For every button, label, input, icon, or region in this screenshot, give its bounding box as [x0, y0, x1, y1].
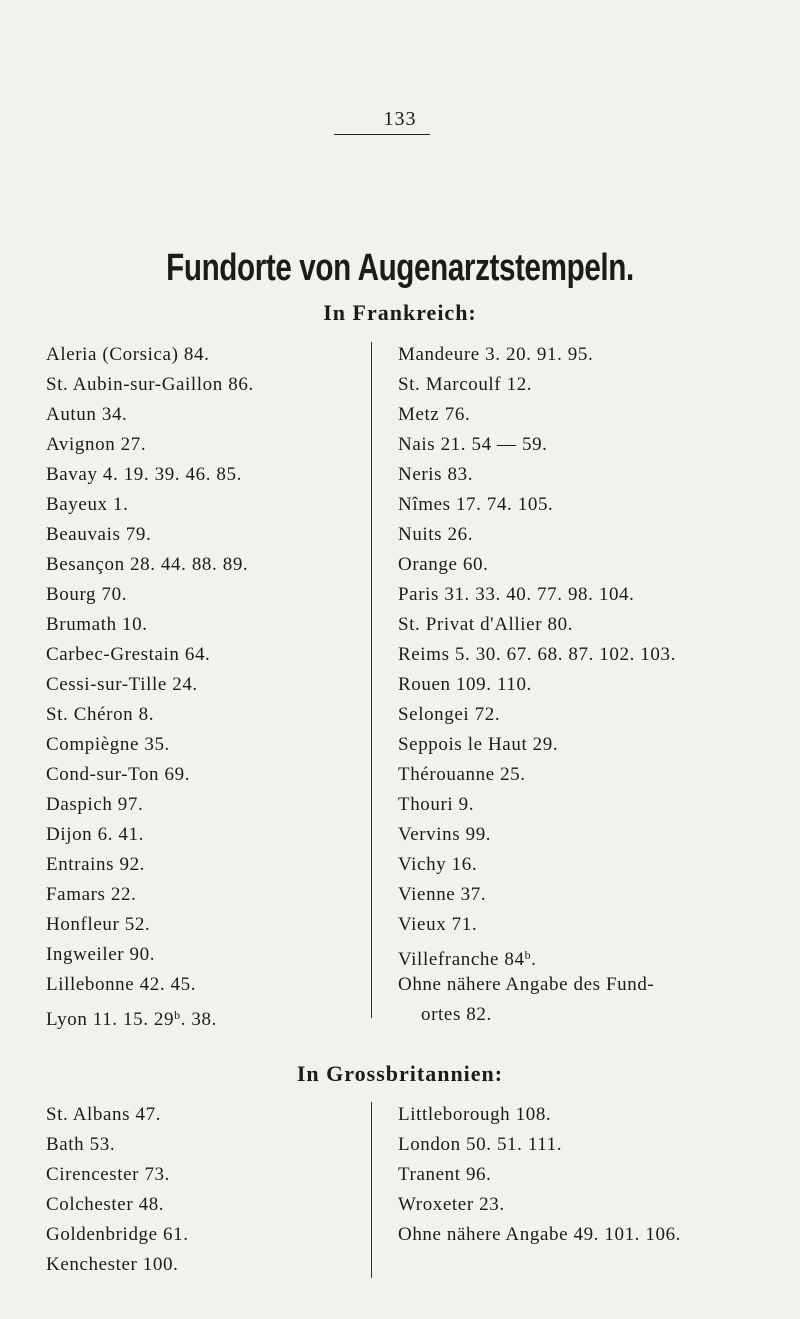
- superscript: b: [524, 948, 532, 962]
- list-item: Rouen 109. 110.: [398, 674, 532, 695]
- list-item: Vichy 16.: [398, 854, 478, 875]
- list-item: Vervins 99.: [398, 824, 492, 845]
- list-item: Neris 83.: [398, 464, 474, 485]
- page-number-underline: [334, 134, 430, 135]
- list-item: Avignon 27.: [46, 434, 147, 455]
- list-item: Famars 22.: [46, 884, 137, 905]
- list-item: Cirencester 73.: [46, 1164, 171, 1185]
- list-item: Thouri 9.: [398, 794, 475, 815]
- list-item-text: Lyon 11. 15. 29: [46, 1009, 175, 1030]
- list-item: Reims 5. 30. 67. 68. 87. 102. 103.: [398, 644, 676, 665]
- france-right-column: [398, 340, 676, 1030]
- list-item: Cessi-sur-Tille 24.: [46, 674, 198, 695]
- list-item: Vienne 37.: [398, 884, 487, 905]
- list-item: Wroxeter 23.: [398, 1194, 505, 1215]
- list-item: Orange 60.: [398, 554, 489, 575]
- list-item: Bavay 4. 19. 39. 46. 85.: [46, 464, 242, 485]
- list-item: Bayeux 1.: [46, 494, 129, 515]
- list-item: Compiègne 35.: [46, 734, 170, 755]
- list-item: Kenchester 100.: [46, 1254, 179, 1275]
- list-item-text: .: [531, 949, 537, 970]
- list-item: Nuits 26.: [398, 524, 474, 545]
- list-item: St. Privat d'Allier 80.: [398, 614, 574, 635]
- britain-left-column: [46, 1100, 189, 1280]
- list-item: London 50. 51. 111.: [398, 1134, 563, 1155]
- list-item: St. Aubin-sur-Gaillon 86.: [46, 374, 254, 395]
- list-item: Beauvais 79.: [46, 524, 152, 545]
- list-item: Cond-sur-Ton 69.: [46, 764, 191, 785]
- list-item: St. Albans 47.: [46, 1104, 162, 1125]
- list-item: Colchester 48.: [46, 1194, 165, 1215]
- list-item: Tranent 96.: [398, 1164, 492, 1185]
- list-item: [398, 940, 676, 970]
- column-divider: [371, 342, 372, 1018]
- list-item: St. Marcoulf 12.: [398, 374, 533, 395]
- list-item: ortes 82.: [421, 1004, 492, 1025]
- section-heading-great-britain: In Grossbritannien:: [296, 1061, 504, 1086]
- list-item: Ohne nähere Angabe des Fund-: [398, 974, 655, 995]
- list-item: Aleria (Corsica) 84.: [46, 344, 210, 365]
- list-item: Thérouanne 25.: [398, 764, 526, 785]
- france-left-column: [46, 340, 254, 1030]
- list-item: Dijon 6. 41.: [46, 824, 144, 845]
- section-heading-france: In Frankreich:: [323, 300, 477, 325]
- list-item: Nîmes 17. 74. 105.: [398, 494, 554, 515]
- list-item: Metz 76.: [398, 404, 471, 425]
- list-item: Entrains 92.: [46, 854, 146, 875]
- list-item: Carbec-Grestain 64.: [46, 644, 211, 665]
- list-item: Brumath 10.: [46, 614, 148, 635]
- page-number: 133: [383, 108, 417, 130]
- list-item: Besançon 28. 44. 88. 89.: [46, 554, 249, 575]
- list-item-text: Villefranche 84: [398, 949, 525, 970]
- list-item: Ohne nähere Angabe 49. 101. 106.: [398, 1224, 682, 1245]
- britain-right-column: [398, 1100, 681, 1250]
- list-item: Nais 21. 54 — 59.: [398, 434, 548, 455]
- list-item: Goldenbridge 61.: [46, 1224, 189, 1245]
- list-item-text: . 38.: [180, 1009, 217, 1030]
- list-item: Mandeure 3. 20. 91. 95.: [398, 344, 594, 365]
- list-item: Lillebonne 42. 45.: [46, 974, 197, 995]
- list-item: St. Chéron 8.: [46, 704, 155, 725]
- list-item: Ingweiler 90.: [46, 944, 156, 965]
- list-item: Vieux 71.: [398, 914, 478, 935]
- list-item: [46, 1000, 254, 1030]
- list-item: Daspich 97.: [46, 794, 144, 815]
- list-item: Paris 31. 33. 40. 77. 98. 104.: [398, 584, 635, 605]
- list-item: Autun 34.: [46, 404, 128, 425]
- list-item: Littleborough 108.: [398, 1104, 552, 1125]
- list-item: Bath 53.: [46, 1134, 116, 1155]
- page-title: Fundorte von Augenarztstempeln.: [166, 247, 634, 289]
- column-divider: [371, 1102, 372, 1278]
- list-item: Honfleur 52.: [46, 914, 151, 935]
- list-item: Selongei 72.: [398, 704, 501, 725]
- superscript: b: [174, 1008, 181, 1022]
- list-item: Bourg 70.: [46, 584, 128, 605]
- list-item: Seppois le Haut 29.: [398, 734, 559, 755]
